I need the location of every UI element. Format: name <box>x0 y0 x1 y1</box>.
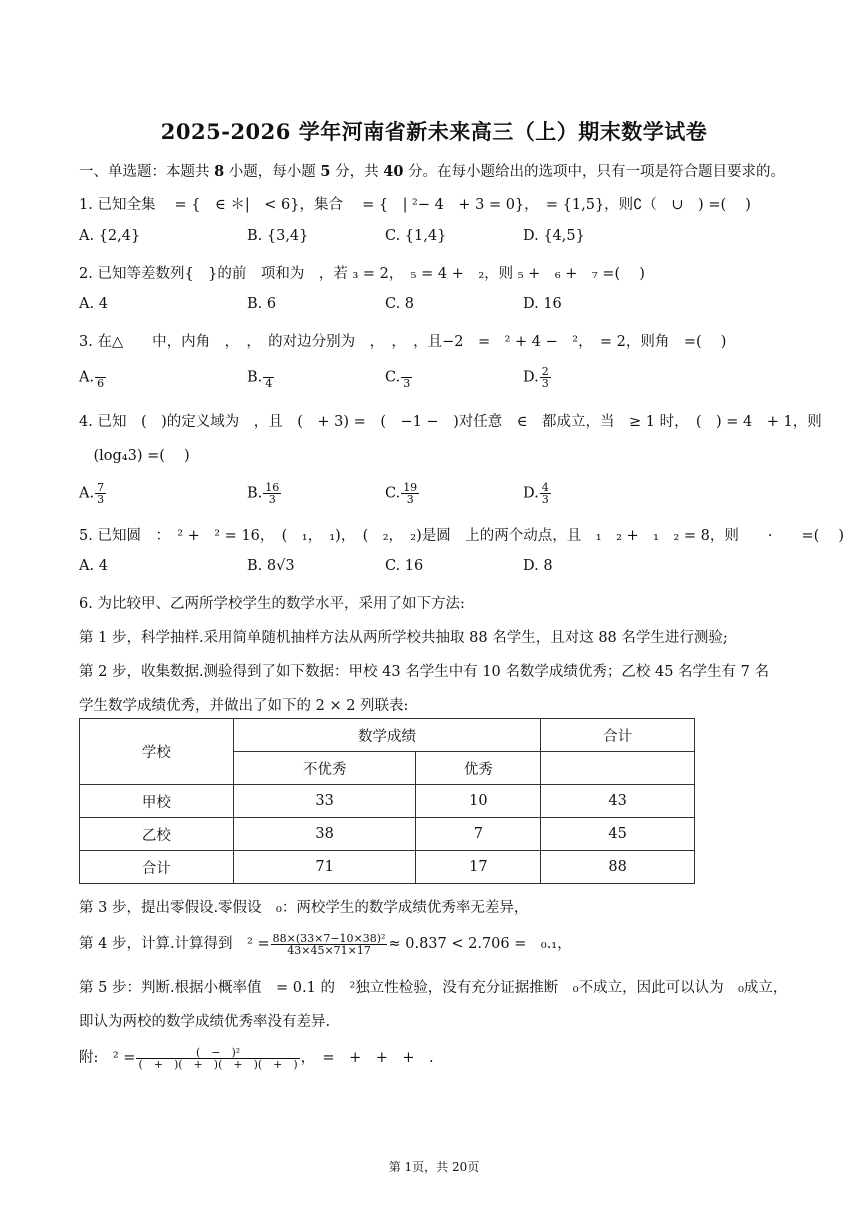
question-3-stem: 3. 在△ 中，内角 ， ， 的对边分别为 ， ， ，且−2 = ² + 4 − ²， = 2，则角 =( ) <box>79 334 727 350</box>
fraction: $\frac{16}{3}$ <box>265 481 280 506</box>
question-5-stem: 5. 已知圆 ： ² + ² = 16， ( ₁， ₁)， ( ₂， ₂)是圆 上的两个动点，且 ₁ ₂ + ₁ ₂ = 8，则 · =( ) <box>79 528 845 544</box>
table-cell: 38 <box>233 818 416 851</box>
table-cell: 合计 <box>80 851 234 884</box>
option-b: B. 8√3 <box>247 558 295 574</box>
option-d: D. $\frac{2}{3}$ <box>523 365 549 390</box>
option-a: A. $\frac{7}{3}$ <box>79 481 105 506</box>
fraction: $\frac{7}{3}$ <box>97 481 105 506</box>
step-1: 第 1 步，科学抽样.采用简单随机抽样方法从两所学校共抽取 88 名学生，且对这 88 名学生进行测验; <box>79 630 728 646</box>
contingency-table <box>79 718 695 884</box>
option-a: A. 4 <box>79 296 108 312</box>
question-2-stem: 2. 已知等差数列{ }的前 项和为 ，若 ₃ = 2， ₅ = 4 + ₂，则 ₅ + ₆ + ₇ =( ) <box>79 266 645 282</box>
step-3: 第 3 步，提出零假设.零假设 ₀：两校学生的数学成绩优秀率无差异， <box>79 900 529 916</box>
option-c: C. $\frac{19}{3}$ <box>385 481 418 506</box>
fraction: 3 <box>401 366 412 389</box>
option-c: C. {1,4} <box>385 228 447 244</box>
question-5-options <box>79 558 794 580</box>
header-score: 数学成绩 <box>233 719 540 752</box>
option-a: A. 4 <box>79 558 108 574</box>
option-d: D. {4,5} <box>523 228 585 244</box>
subheader-empty <box>541 752 695 785</box>
question-1-stem: 1. 已知全集 = { ∈ ＊| < 6}，集合 = { | ²− 4 + 3 = 0}， = {1,5}，则∁（ ∪ ) =( ) <box>79 197 751 213</box>
table-row <box>80 851 695 884</box>
page-title: 2025-2026 学年河南省新未来高三（上）期末数学试卷 <box>160 119 708 144</box>
option-b: B. 6 <box>247 296 277 312</box>
option-d: D. 8 <box>523 558 553 574</box>
appendix-formula: 附: ² = $\frac{\text{( − )²}}{( + )( + )( + )( + )}$ ， = + + + . <box>79 1045 434 1071</box>
step-2-line1: 第 2 步，收集数据.测验得到了如下数据：甲校 43 名学生中有 10 名数学成绩优秀；乙校 45 名学生有 7 名 <box>79 664 769 680</box>
option-c: C. 8 <box>385 296 415 312</box>
step-5-line2: 即认为两校的数学成绩优秀率没有差异. <box>79 1014 331 1030</box>
fraction: 6 <box>95 366 106 389</box>
page-footer: 第 1页，共 20页 <box>388 1160 480 1174</box>
chi-square-fraction: $\frac{\text{88×(33×7−10×38)²}}{43\times 45\times 71\times 17}$ <box>272 931 386 957</box>
table-cell: 43 <box>541 785 695 818</box>
question-1-options <box>79 228 794 250</box>
question-3-options <box>79 366 794 388</box>
option-a: A. {2,4} <box>79 228 141 244</box>
option-b: B. {3,4} <box>247 228 309 244</box>
question-4-options <box>79 482 794 504</box>
question-4-stem-line1: 4. 已知 ( )的定义域为 ，且 ( + 3) = ( −1 − )对任意 ∈ 都成立，当 ≥ 1 时， ( ) = 4 + 1，则 <box>79 414 822 430</box>
question-6-stem: 6. 为比较甲、乙两所学校学生的数学水平，采用了如下方法: <box>79 596 465 612</box>
table-header-row <box>80 719 695 752</box>
question-2-options <box>79 296 794 318</box>
table-cell: 33 <box>233 785 416 818</box>
option-b: B. 4 <box>247 366 275 389</box>
question-4-stem-line2: (log₄3) =( ) <box>79 448 190 464</box>
section-heading: 一、单选题：本题共 8 小题，每小题 5 分，共 40 分。在每小题给出的选项中，只有一项是符合题目要求的。 <box>79 163 786 180</box>
option-c: C. 3 <box>385 366 413 389</box>
table-row <box>80 818 695 851</box>
option-d: D. $\frac{4}{3}$ <box>523 481 549 506</box>
table-cell: 甲校 <box>80 785 234 818</box>
table-cell: 10 <box>416 785 541 818</box>
table-cell: 45 <box>541 818 695 851</box>
subheader-not-excellent: 不优秀 <box>233 752 416 785</box>
formula-fraction: $\frac{\text{( − )²}}{( + )( + )( + )( + )}$ <box>138 1045 298 1071</box>
step-2-line2: 学生数学成绩优秀，并做出了如下的 2 × 2 列联表: <box>79 698 409 714</box>
fraction: $\frac{4}{3}$ <box>541 481 549 506</box>
option-a: A. 6 <box>79 366 107 389</box>
fraction: $\frac{2}{3}$ <box>541 365 549 390</box>
fraction: $\frac{19}{3}$ <box>403 481 418 506</box>
subheader-excellent: 优秀 <box>416 752 541 785</box>
step-5-line1: 第 5 步：判断.根据小概率值 = 0.1 的 ²独立性检验，没有充分证据推断 ₀不成立，因此可以认为 ₀成立， <box>79 980 788 996</box>
table-cell: 乙校 <box>80 818 234 851</box>
table-row <box>80 785 695 818</box>
step-4: 第 4 步，计算.计算得到 ² = $\frac{\text{88×(33×7−10×38)²}}{43\times 45\times 71\times 17}$ ≈ 0.837 < 2.706 = ₀.₁， <box>79 931 572 957</box>
table-cell: 71 <box>233 851 416 884</box>
header-school: 学校 <box>80 719 234 785</box>
option-d: D. 16 <box>523 296 562 312</box>
table-cell: 17 <box>416 851 541 884</box>
fraction: 4 <box>263 366 274 389</box>
table-cell: 7 <box>416 818 541 851</box>
option-c: C. 16 <box>385 558 424 574</box>
option-b: B. $\frac{16}{3}$ <box>247 481 280 506</box>
table-cell: 88 <box>541 851 695 884</box>
header-total: 合计 <box>541 719 695 752</box>
